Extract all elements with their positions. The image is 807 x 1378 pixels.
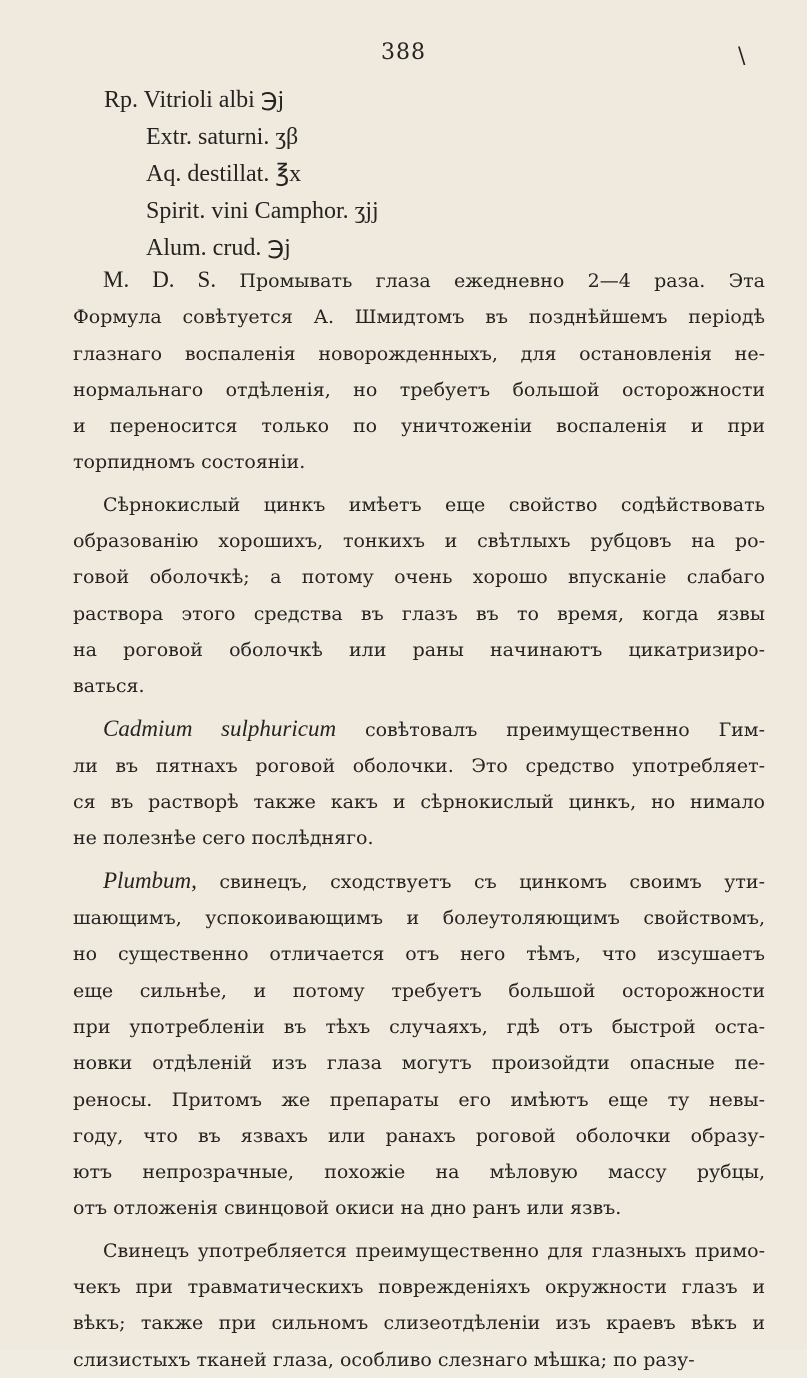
- text-line: [73, 1269, 765, 1305]
- line-text: реносы. Притомъ же препараты его имѣютъ еще ту невы-: [73, 1088, 765, 1111]
- line-text: новки отдѣленій изъ глаза могутъ произойдти опасные пе-: [73, 1052, 765, 1075]
- text-line: [73, 1009, 765, 1045]
- line-text: году, что въ язвахъ или ранахъ роговой оболочки образу-: [73, 1124, 765, 1147]
- text-line: [73, 863, 765, 900]
- prescription-line: Extr. saturni. ʒβ: [146, 124, 299, 150]
- text-line: [73, 1082, 765, 1118]
- text-line: [73, 372, 765, 408]
- line-text: Свинецъ употребляется преимущественно для глазныхъ примо-: [103, 1239, 765, 1262]
- paragraph: [73, 487, 765, 705]
- line-text: раствора этого средства въ глазъ въ то время, когда язвы: [73, 602, 765, 625]
- text-line: [73, 1305, 765, 1341]
- text-line: [73, 668, 765, 704]
- line-text: нормальнаго отдѣленія, но требуетъ большой осторожности: [73, 378, 765, 401]
- line-text: свинецъ, сходствуетъ съ цинкомъ своимъ ути-: [196, 870, 765, 893]
- line-text: глазнаго воспаленія новорожденныхъ, для остановленія не-: [73, 342, 765, 365]
- line-text: слизистыхъ ткaней глаза, особливо слезнаго мѣшка; по разу-: [73, 1348, 695, 1371]
- text-line: [73, 1190, 765, 1226]
- text-line: [73, 784, 765, 820]
- prescription-line: Rp. Vitrioli albi ℈j: [104, 87, 285, 113]
- text-line: [73, 936, 765, 972]
- line-text: не полезнѣе сего послѣдняго.: [73, 827, 374, 850]
- text-line: [73, 336, 765, 372]
- line-text: и переносится только по уничтоженіи воспаленія и при: [73, 415, 765, 438]
- text-line: [73, 523, 765, 559]
- prescription-line: Alum. crud. ℈j: [146, 235, 291, 261]
- line-text: ваться.: [73, 675, 145, 698]
- text-line: [73, 559, 765, 595]
- line-text: говой оболочкѣ; а потому очень хорошо впусканіе слабаго: [73, 566, 765, 589]
- prescription-line: Aq. destillat. ℥x: [146, 161, 302, 187]
- text-line: [73, 1342, 765, 1378]
- text-line: [73, 1233, 765, 1269]
- line-text: Формула совѣтуется А. Шмидтомъ въ позднѣйшемъ періодѣ: [73, 306, 765, 329]
- line-text: Сѣрнокислый цинкъ имѣетъ еще свойство содѣйствовать: [103, 493, 765, 516]
- text-line: [73, 748, 765, 784]
- text-line: [73, 820, 765, 856]
- text-line: [73, 487, 765, 523]
- corner-mark: \: [738, 44, 746, 69]
- text-line: [73, 1118, 765, 1154]
- text-line: [73, 1154, 765, 1190]
- text-line: [73, 632, 765, 668]
- latin-term: Plumbum,: [103, 867, 197, 893]
- text-line: [73, 711, 765, 748]
- text-line: [73, 900, 765, 936]
- line-text: шающимъ, успокоивающимъ и болеутоляющимъ свойствомъ,: [73, 907, 765, 930]
- line-text: чекъ при травматическихъ поврежденіяхъ окружности глазъ и: [73, 1276, 765, 1299]
- line-text: совѣтовалъ преимущественно Гим-: [336, 718, 766, 741]
- body-text: [73, 262, 765, 1378]
- paragraph: [73, 711, 765, 857]
- text-line: [73, 262, 765, 299]
- text-line: [73, 299, 765, 335]
- line-text: вѣкъ; также при сильномъ слизеотдѣленіи изъ краевъ вѣкъ и: [73, 1312, 765, 1335]
- line-text: образованію хорошихъ, тонкихъ и свѣтлыхъ рубцовъ на ро-: [73, 530, 765, 553]
- prescription-block: [104, 82, 524, 267]
- line-text: ся въ растворѣ также какъ и сѣрнокислый цинкъ, но нимало: [73, 791, 765, 814]
- line-text: еще сильнѣе, и потому требуетъ большой осторожности: [73, 979, 765, 1002]
- line-text: отъ отложенія свинцовой окиси на дно ранъ или язвъ.: [73, 1197, 622, 1220]
- text-line: [73, 444, 765, 480]
- prescription-line: Spirit. vini Camphor. ʒjj: [146, 198, 379, 224]
- paragraph: [73, 262, 765, 481]
- line-text: Промывать глаза ежедневно 2—4 раза. Эта: [216, 270, 765, 292]
- prescription-abbreviation: M. D. S.: [103, 267, 217, 292]
- line-text: ютъ непрозрачные, похожіе на мѣловую массу рубцы,: [73, 1161, 765, 1184]
- line-text: на роговой оболочкѣ или раны начинаютъ цикатризиро-: [73, 638, 765, 661]
- text-line: [73, 973, 765, 1009]
- line-text: ли въ пятнахъ роговой оболочки. Это средство употребляет-: [73, 754, 765, 777]
- text-line: [73, 596, 765, 632]
- latin-term: Cadmium sulphuricum: [103, 715, 337, 741]
- text-line: [73, 1045, 765, 1081]
- page-number: 388: [381, 40, 426, 65]
- paragraph: [73, 1233, 765, 1378]
- paragraph: [73, 863, 765, 1227]
- line-text: но существенно отличается отъ него тѣмъ, что изсушаетъ: [73, 943, 765, 966]
- line-text: при употребленіи въ тѣхъ случаяхъ, гдѣ отъ быстрой оста-: [73, 1015, 765, 1038]
- line-text: торпидномъ состояніи.: [73, 451, 306, 474]
- text-line: [73, 408, 765, 444]
